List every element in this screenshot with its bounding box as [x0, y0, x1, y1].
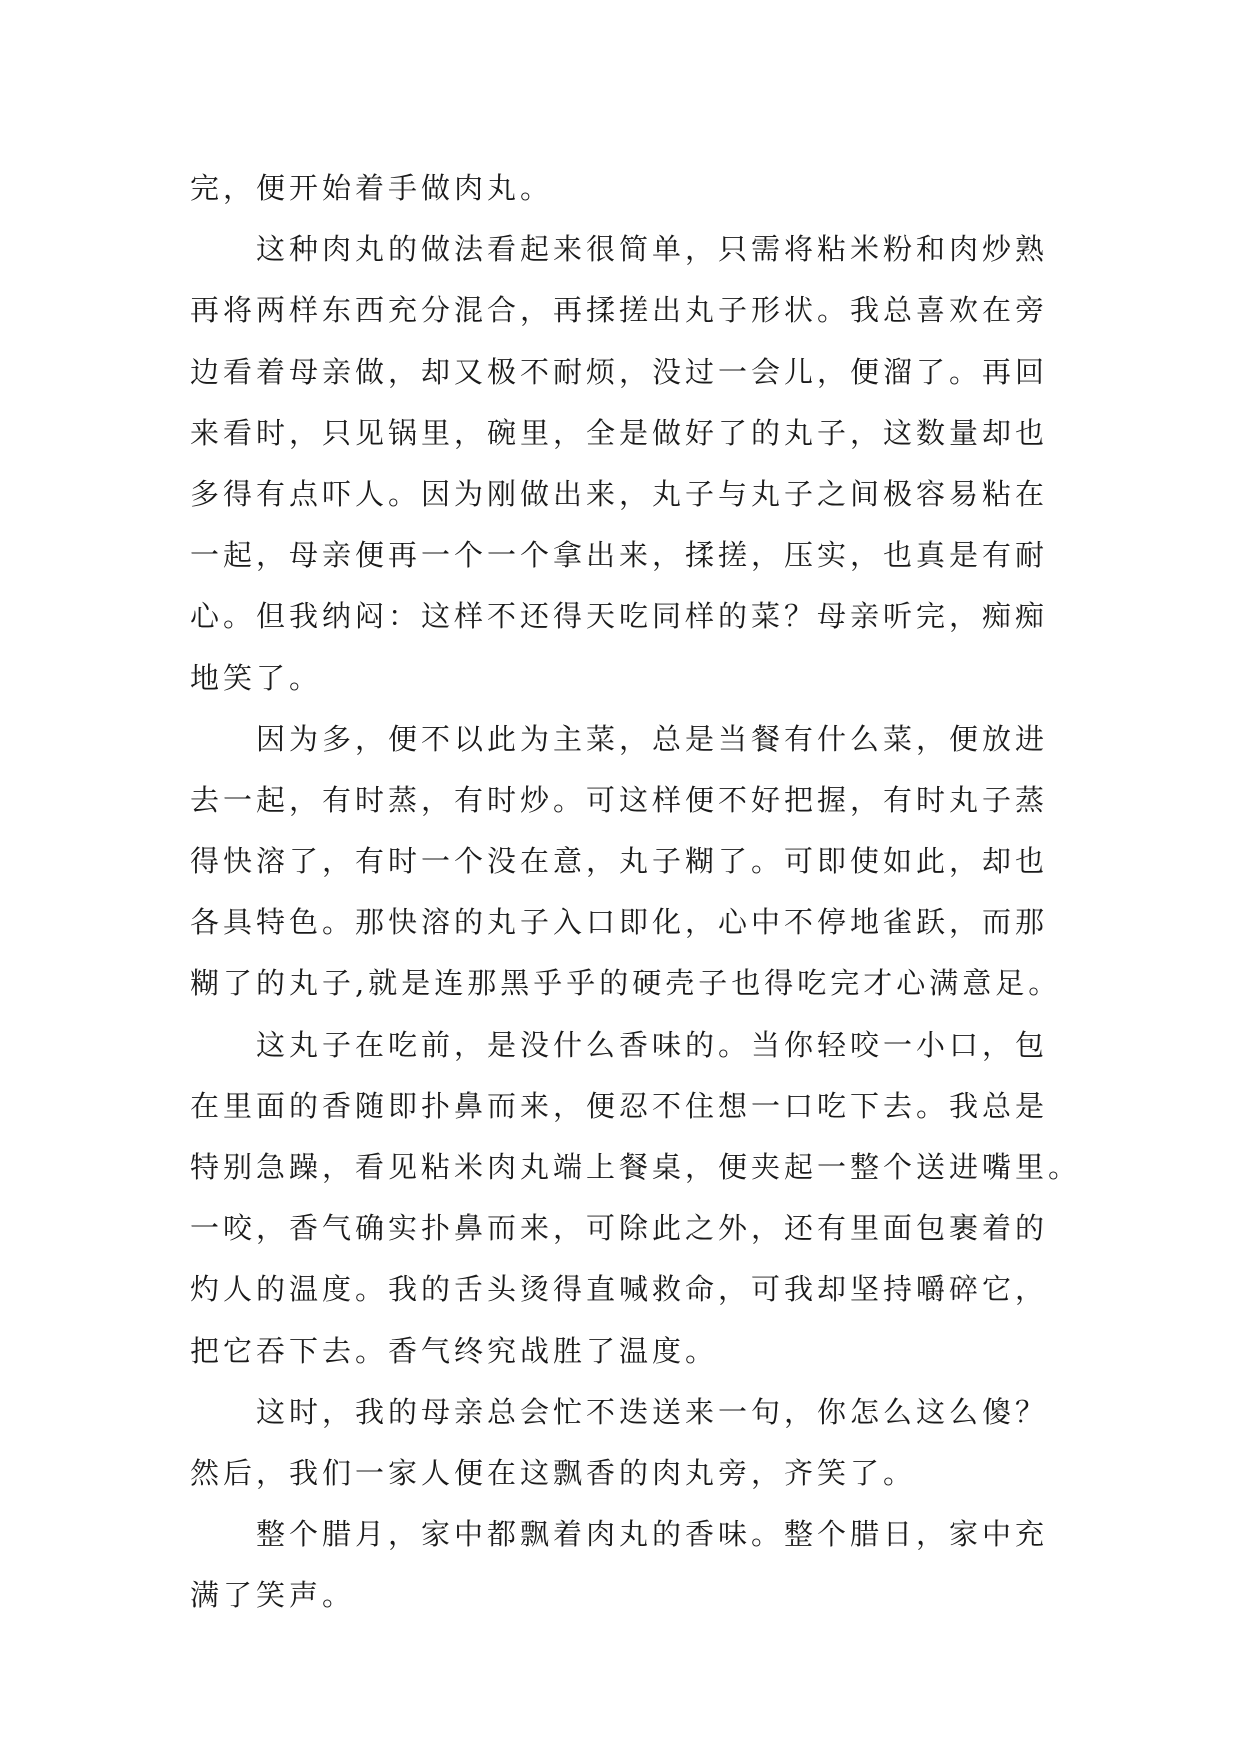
text-line: 整个腊月，家中都飘着肉丸的香味。整个腊日，家中充 [256, 1517, 1049, 1552]
text-line: 把它吞下去。香气终究战胜了温度。 [190, 1333, 719, 1368]
text-line: 多得有点吓人。因为刚做出来，丸子与丸子之间极容易粘在 [190, 476, 1049, 511]
text-line: 去一起，有时蒸，有时炒。可这样便不好把握，有时丸子蒸 [190, 782, 1049, 817]
document-page [190, 158, 1082, 1627]
text-line: 满了笑声。 [190, 1578, 356, 1613]
text-line: 糊了的丸子,就是连那黑乎乎的硬壳子也得吃完才心满意足。 [190, 966, 1062, 1001]
text-line: 再将两样东西充分混合，再揉搓出丸子形状。我总喜欢在旁 [190, 293, 1049, 328]
text-line: 心。但我纳闷：这样不还得天吃同样的菜？母亲听完，痴痴 [190, 599, 1049, 634]
text-line: 各具特色。那快溶的丸子入口即化，心中不停地雀跃，而那 [190, 905, 1049, 940]
text-line: 边看着母亲做，却又极不耐烦，没过一会儿，便溜了。再回 [190, 354, 1049, 389]
text-line: 然后，我们一家人便在这飘香的肉丸旁，齐笑了。 [190, 1455, 917, 1490]
paragraph-5 [190, 1382, 1050, 1504]
text-line: 在里面的香随即扑鼻而来，便忍不住想一口吃下去。我总是 [190, 1088, 1049, 1123]
paragraph-1 [190, 158, 1050, 219]
text-line: 来看时，只见锅里，碗里，全是做好了的丸子，这数量却也 [190, 415, 1049, 450]
text-line: 特别急躁，看见粘米肉丸端上餐桌，便夹起一整个送进嘴里。 [190, 1150, 1082, 1184]
paragraph-4 [190, 1015, 1082, 1382]
paragraph-2 [190, 219, 1050, 709]
text-line: 地笑了。 [190, 660, 323, 695]
text-line: 这时，我的母亲总会忙不迭送来一句，你怎么这么傻？ [256, 1394, 1049, 1429]
text-line: 完，便开始着手做肉丸。 [190, 171, 554, 205]
paragraph-3 [190, 709, 1062, 1015]
text-line: 因为多，便不以此为主菜，总是当餐有什么菜，便放进 [256, 721, 1049, 756]
text-line: 这种肉丸的做法看起来很简单，只需将粘米粉和肉炒熟 [256, 232, 1049, 267]
paragraph-6 [190, 1504, 1050, 1626]
text-line: 这丸子在吃前，是没什么香味的。当你轻咬一小口，包 [256, 1027, 1049, 1062]
text-line: 一咬，香气确实扑鼻而来，可除此之外，还有里面包裹着的 [190, 1211, 1049, 1246]
text-line: 一起，母亲便再一个一个拿出来，揉搓，压实，也真是有耐 [190, 538, 1049, 573]
text-line: 得快溶了，有时一个没在意，丸子糊了。可即使如此，却也 [190, 844, 1049, 879]
text-line: 灼人的温度。我的舌头烫得直喊救命，可我却坚持嚼碎它， [190, 1272, 1049, 1307]
